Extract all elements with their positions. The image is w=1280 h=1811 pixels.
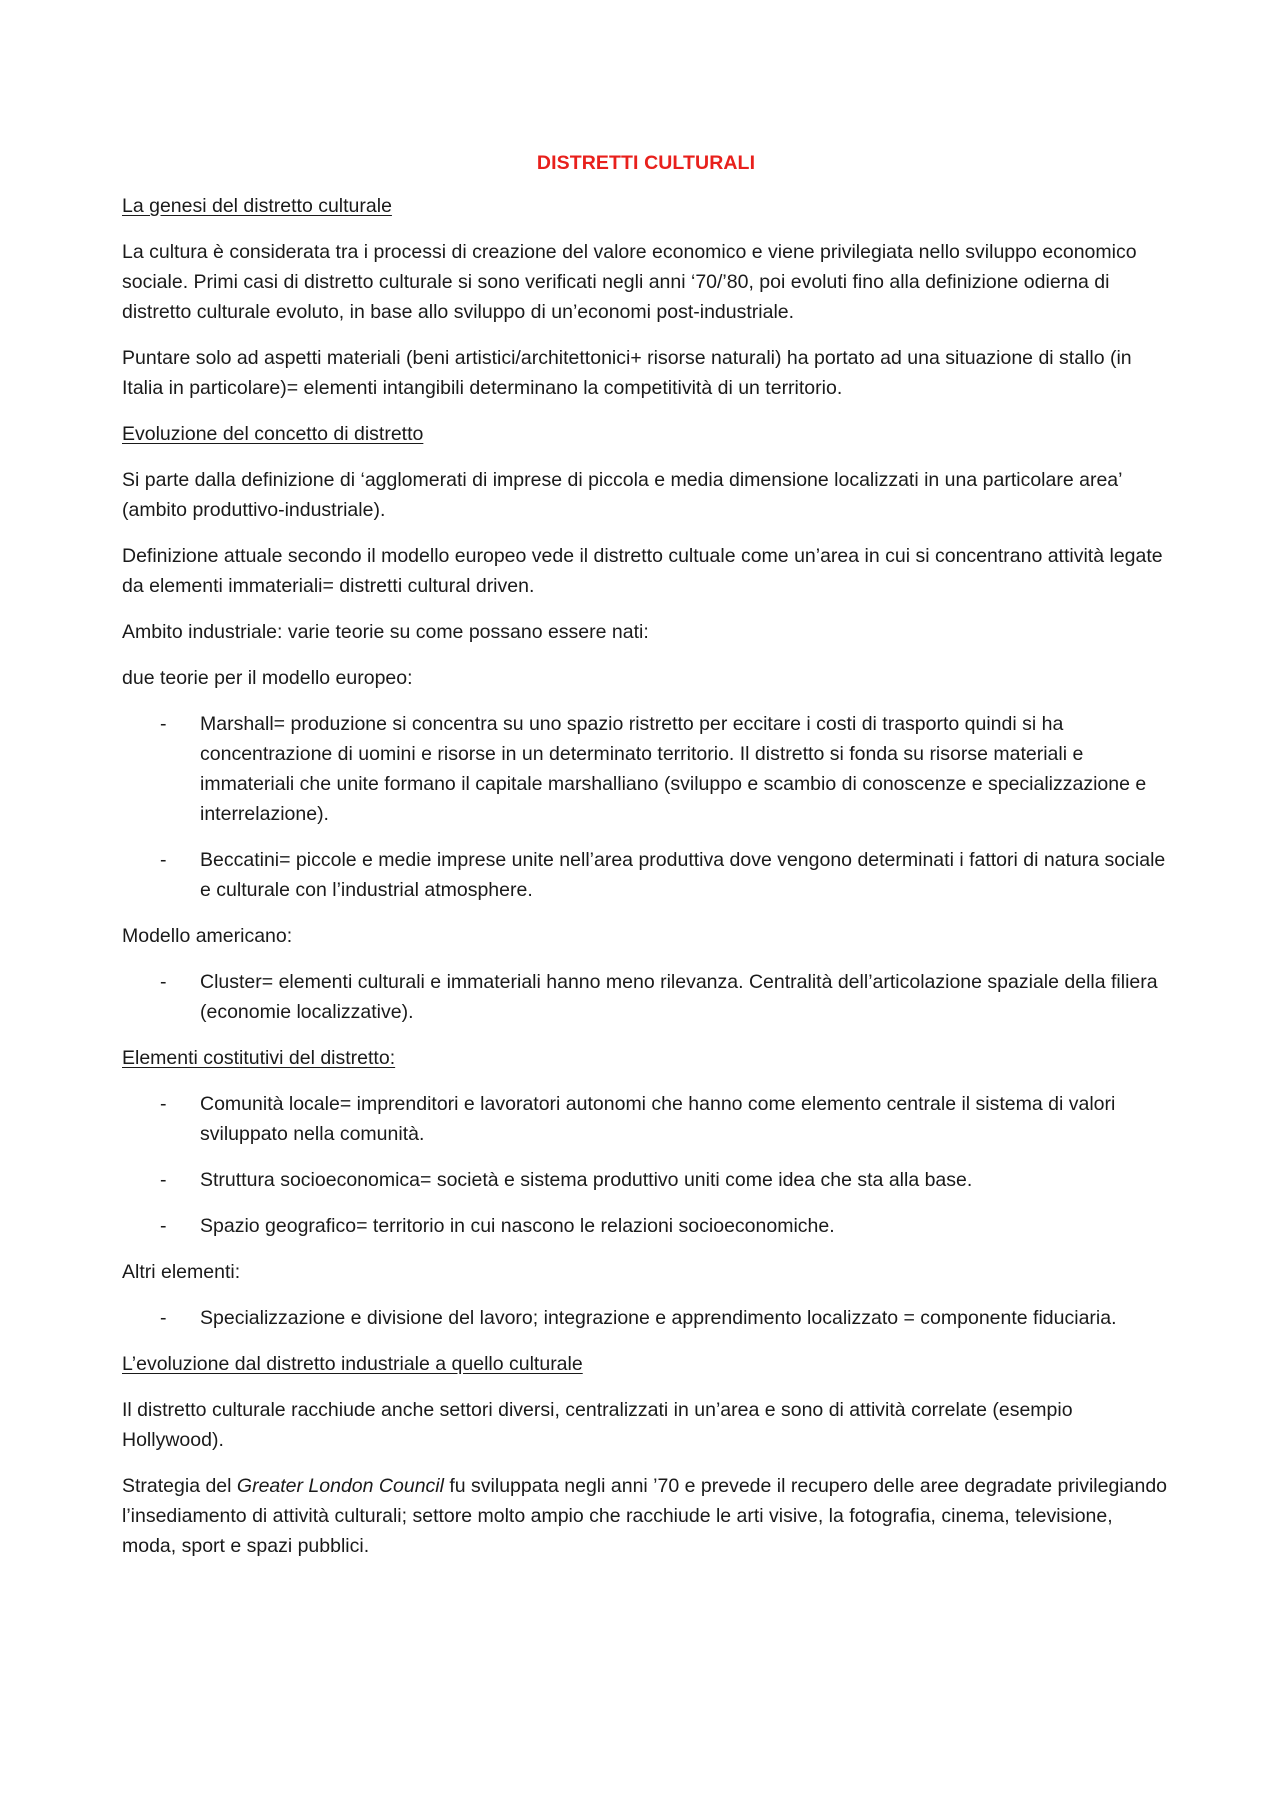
dash-list <box>122 709 1170 905</box>
list-item-text: Specializzazione e divisione del lavoro; integrazione e apprendimento localizzato = componente fiduciaria. <box>200 1307 1117 1329</box>
paragraph: Modello americano: <box>122 925 293 947</box>
document-page <box>122 152 1170 1577</box>
dash-bullet: - <box>160 713 167 735</box>
paragraph <box>122 1471 1170 1561</box>
list-item <box>122 967 1170 1027</box>
list-item <box>122 845 1170 905</box>
list-item <box>122 709 1170 829</box>
dash-list <box>122 967 1170 1027</box>
paragraph: La cultura è considerata tra i processi di creazione del valore economico e viene privilegiata nello sviluppo economico sociale. Primi casi di distretto culturale si sono verificati negli anni ‘70/’80, poi evoluti fino alla definizione odierna di distretto culturale evoluto, in base allo sviluppo di un’economi post-industriale. <box>122 241 1137 323</box>
dash-bullet: - <box>160 971 167 993</box>
list-item <box>122 1165 1170 1195</box>
list-item-text: Cluster= elementi culturali e immateriali hanno meno rilevanza. Centralità dell’articolazione spaziale della filiera (economie localizzative). <box>200 971 1158 1023</box>
dash-list <box>122 1303 1170 1333</box>
section-heading-evoluzione: Evoluzione del concetto di distretto <box>122 423 424 445</box>
list-item <box>122 1211 1170 1241</box>
paragraph: Puntare solo ad aspetti materiali (beni artistici/architettonici+ risorse naturali) ha portato ad una situazione di stallo (in Italia in particolare)= elementi intangibili determinano la competitività di un territorio. <box>122 347 1132 399</box>
list-item <box>122 1303 1170 1333</box>
dash-list <box>122 1089 1170 1241</box>
section-heading-genesi: La genesi del distretto culturale <box>122 195 392 217</box>
paragraph: Altri elementi: <box>122 1261 241 1283</box>
section-heading-evoluzione-culturale: L’evoluzione dal distretto industriale a quello culturale <box>122 1353 583 1375</box>
paragraph: Si parte dalla definizione di ‘agglomerati di imprese di piccola e media dimensione localizzati in una particolare area’ (ambito produttivo-industriale). <box>122 469 1122 521</box>
text-run: Strategia del <box>122 1475 237 1497</box>
paragraph: due teorie per il modello europeo: <box>122 667 413 689</box>
emphasized-text: Greater London Council <box>236 1475 444 1497</box>
section-heading-elementi: Elementi costitutivi del distretto: <box>122 1047 396 1069</box>
paragraph: Il distretto culturale racchiude anche settori diversi, centralizzati in un’area e sono di attività correlate (esempio Hollywood). <box>122 1399 1073 1451</box>
list-item-text: Beccatini= piccole e medie imprese unite nell’area produttiva dove vengono determinati i fattori di natura sociale e culturale con l’industrial atmosphere. <box>200 849 1166 901</box>
dash-bullet: - <box>160 1307 167 1329</box>
dash-bullet: - <box>160 1169 167 1191</box>
list-item-text: Spazio geografico= territorio in cui nascono le relazioni socioeconomiche. <box>200 1215 835 1237</box>
list-item-text: Comunità locale= imprenditori e lavoratori autonomi che hanno come elemento centrale il sistema di valori sviluppato nella comunità. <box>200 1093 1116 1145</box>
paragraph: Definizione attuale secondo il modello europeo vede il distretto cultuale come un’area in cui si concentrano attività legate da elementi immateriali= distretti cultural driven. <box>122 545 1163 597</box>
list-item <box>122 1089 1170 1149</box>
dash-bullet: - <box>160 849 167 871</box>
list-item-text: Marshall= produzione si concentra su uno spazio ristretto per eccitare i costi di trasporto quindi si ha concentrazione di uomini e risorse in un determinato territorio. Il distretto si fonda su risorse materiali e immateriali che unite formano il capitale marshalliano (sviluppo e scambio di conoscenze e specializzazione e interrelazione). <box>200 713 1147 825</box>
text-run: fu sviluppata negli anni ’70 e prevede il recupero delle aree degradate privilegiando l’insediamento di attività culturali; settore molto ampio che racchiude le arti visive, la fotografia, cinema, televisione, moda, sport e spazi pubblici. <box>122 1475 1168 1557</box>
dash-bullet: - <box>160 1093 167 1115</box>
paragraph: Ambito industriale: varie teorie su come possano essere nati: <box>122 621 649 643</box>
list-item-text: Struttura socioeconomica= società e sistema produttivo uniti come idea che sta alla base. <box>200 1169 973 1191</box>
document-title: DISTRETTI CULTURALI <box>536 152 756 174</box>
dash-bullet: - <box>160 1215 167 1237</box>
